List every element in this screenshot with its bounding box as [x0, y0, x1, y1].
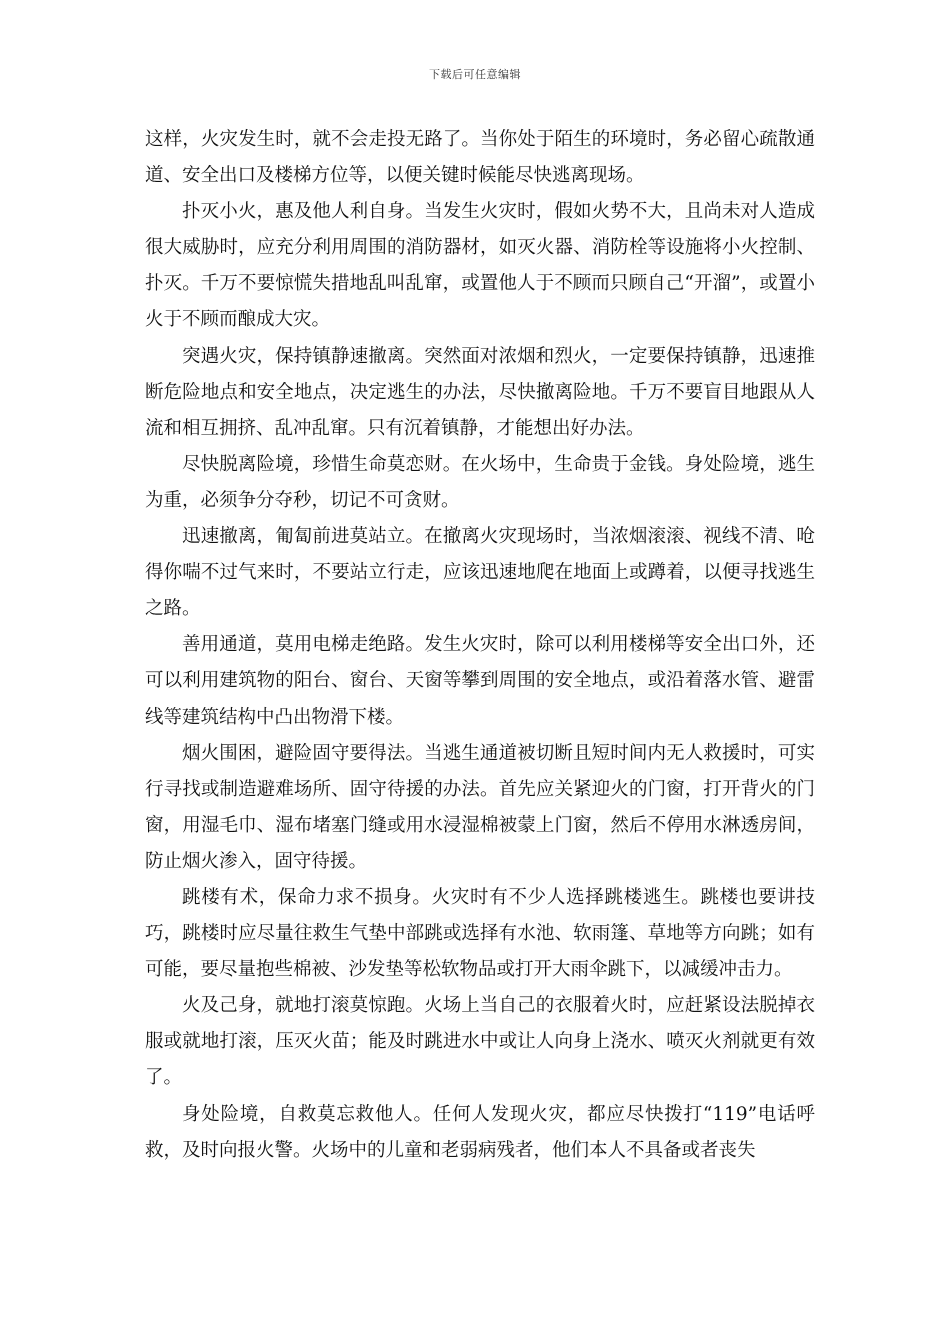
paragraph-4: 尽快脱离险境，珍惜生命莫恋财。在火场中，生命贵于金钱。身处险境，逃生为重，必须争分夺秒，切记不可贪财。	[145, 453, 815, 511]
paragraph-1: 这样，火灾发生时，就不会走投无路了。当你处于陌生的环境时，务必留心疏散通道、安全出口及楼梯方位等，以便关键时候能尽快逃离现场。	[145, 129, 815, 187]
paragraph-2: 扑灭小火，惠及他人利自身。当发生火灾时，假如火势不大，且尚未对人造成很大威胁时，应充分利用周围的消防器材，如灭火器、消防栓等设施将小火控制、扑灭。千万不要惊慌失措地乱叫乱窜，或置他人于不顾而只顾自己“开溜”，或置小火于不顾而酿成大灾。	[145, 201, 815, 331]
paragraph-5: 迅速撤离，匍匐前进莫站立。在撤离火灾现场时，当浓烟滚滚、视线不清、呛得你喘不过气来时，不要站立行走，应该迅速地爬在地面上或蹲着，以便寻找逃生之路。	[145, 526, 815, 620]
paragraph-7: 烟火围困，避险固守要得法。当逃生通道被切断且短时间内无人救援时，可实行寻找或制造避难场所、固守待援的办法。首先应关紧迎火的门窗，打开背火的门窗，用湿毛巾、湿布堵塞门缝或用水浸湿棉被蒙上门窗，然后不停用水淋透房间，防止烟火渗入，固守待援。	[145, 742, 815, 872]
paragraph-6: 善用通道，莫用电梯走绝路。发生火灾时，除可以利用楼梯等安全出口外，还可以利用建筑物的阳台、窗台、天窗等攀到周围的安全地点，或沿着落水管、避雷线等建筑结构中凸出物滑下楼。	[145, 634, 815, 728]
paragraph-3: 突遇火灾，保持镇静速撤离。突然面对浓烟和烈火，一定要保持镇静，迅速推断危险地点和安全地点，决定逃生的办法，尽快撤离险地。千万不要盲目地跟从人流和相互拥挤、乱冲乱窜。只有沉着镇静，才能想出好办法。	[145, 345, 815, 439]
paragraph-9: 火及己身，就地打滚莫惊跑。火场上当自己的衣服着火时，应赶紧设法脱掉衣服或就地打滚，压灭火苗；能及时跳进水中或让人向身上浇水、喷灭火剂就更有效了。	[145, 995, 815, 1089]
paragraph-8: 跳楼有术，保命力求不损身。火灾时有不少人选择跳楼逃生。跳楼也要讲技巧，跳楼时应尽量往救生气垫中部跳或选择有水池、软雨篷、草地等方向跳；如有可能，要尽量抱些棉被、沙发垫等松软物品或打开大雨伞跳下，以减缓冲击力。	[145, 886, 815, 981]
document-body	[145, 122, 815, 1169]
paragraph-10: 身处险境，自救莫忘救他人。任何人发现火灾，都应尽快拨打“119”电话呼救，及时向报火警。火场中的儿童和老弱病残者，他们本人不具备或者丧失	[145, 1103, 815, 1161]
page-header: 下载后可任意编辑	[429, 68, 521, 81]
